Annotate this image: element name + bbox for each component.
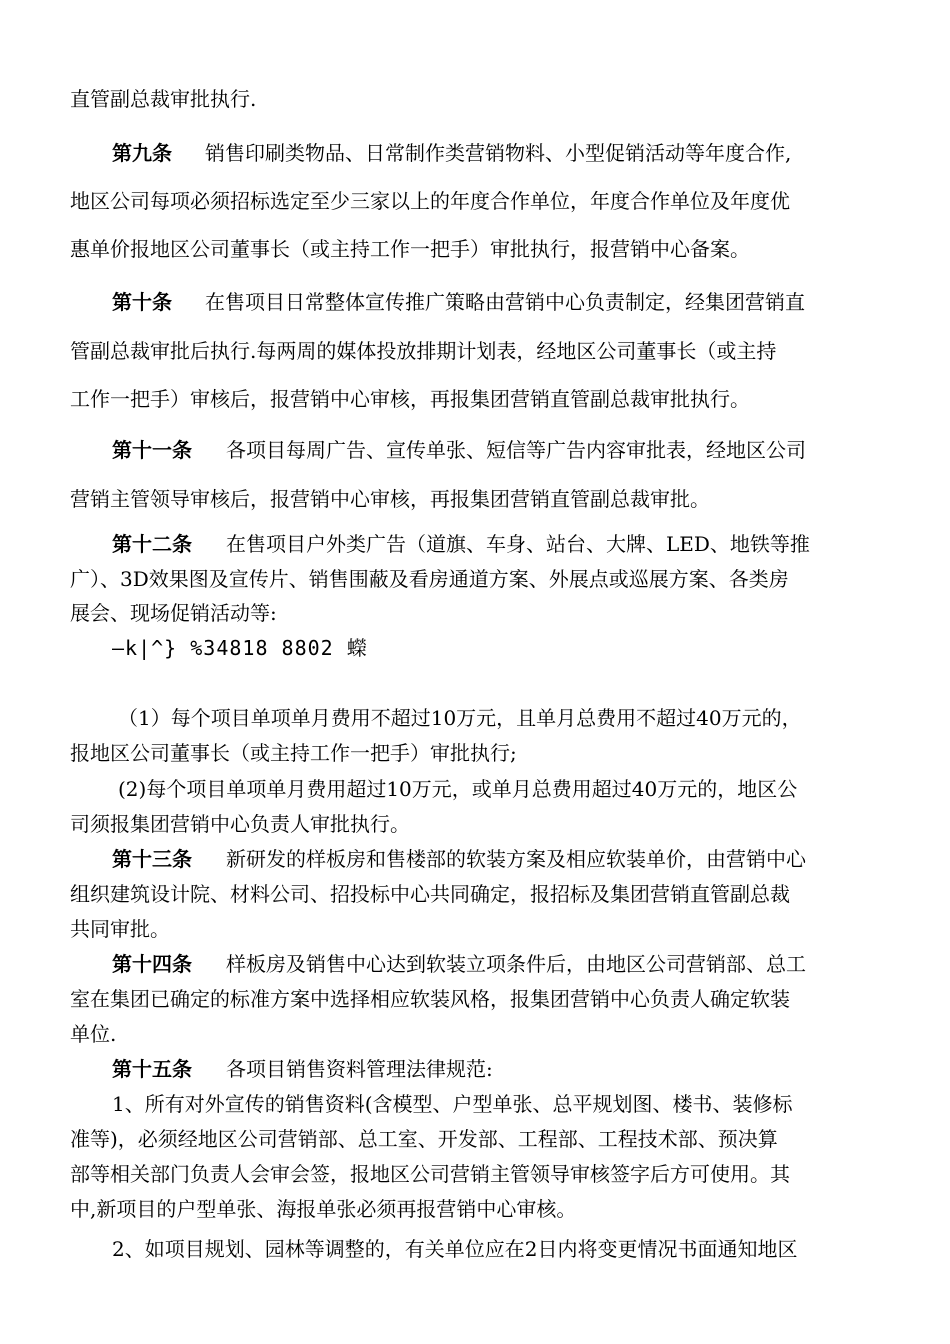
paragraph-text: 中,新项目的户型单张、海报单张必须再报营销中心审核。 <box>70 1197 577 1221</box>
paragraph-text: 准等)，必须经地区公司营销部、总工室、开发部、工程部、工程技术部、预决算 <box>70 1127 778 1151</box>
paragraph-text: 管副总裁审批后执行.每两周的媒体投放排期计划表，经地区公司董事长（或主持 <box>70 339 777 363</box>
paragraph-text: 2、如项目规划、园林等调整的，有关单位应在2日内将变更情况书面通知地区 <box>112 1237 798 1261</box>
paragraph-text: 部等相关部门负责人会审会签，报地区公司营销主管领导审核签字后方可使用。其 <box>70 1162 790 1186</box>
paragraph-text: 各项目销售资料管理法律规范: <box>226 1057 493 1081</box>
article-9-heading: 第九条 <box>112 141 172 165</box>
article-14-heading: 第十四条 <box>112 952 192 976</box>
paragraph-text: 在售项目户外类广告（道旗、车身、站台、大牌、LED、地铁等推 <box>226 532 810 556</box>
paragraph-text: 组织建筑设计院、材料公司、招投标中心共同确定，报招标及集团营销直管副总裁 <box>70 882 790 906</box>
article-15-heading: 第十五条 <box>112 1057 192 1081</box>
paragraph-text: 惠单价报地区公司董事长（或主持工作一把手）审批执行，报营销中心备案。 <box>70 237 750 261</box>
paragraph-text: 室在集团已确定的标准方案中选择相应软装风格，报集团营销中心负责人确定软装 <box>70 987 790 1011</box>
paragraph-text: 共同审批。 <box>70 917 170 941</box>
paragraph-text: 营销主管领导审核后，报营销中心审核，再报集团营销直管副总裁审批。 <box>70 487 710 511</box>
paragraph-text: 各项目每周广告、宣传单张、短信等广告内容审批表，经地区公司 <box>226 438 806 462</box>
paragraph-text: 展会、现场促销活动等: <box>70 601 277 625</box>
paragraph-text: 样板房及销售中心达到软装立项条件后，由地区公司营销部、总工 <box>226 952 806 976</box>
list-item-text: （1）每个项目单项单月费用不超过10万元，且单月总费用不超过40万元的， <box>118 706 802 730</box>
paragraph-text: 单位. <box>70 1022 117 1046</box>
garbled-text: —k|^} %34818 8802 蠑 <box>112 636 368 660</box>
paragraph-text: 工作一把手）审核后，报营销中心审核，再报集团营销直管副总裁审批执行。 <box>70 387 750 411</box>
list-item-text: (2)每个项目单项单月费用超过10万元，或单月总费用超过40万元的，地区公 <box>118 777 798 801</box>
paragraph-text: 新研发的样板房和售楼部的软装方案及相应软装单价，由营销中心 <box>226 847 806 871</box>
article-11-heading: 第十一条 <box>112 438 192 462</box>
paragraph-text: 在售项目日常整体宣传推广策略由营销中心负责制定，经集团营销直 <box>205 290 805 314</box>
paragraph-text: 广）、3D效果图及宣传片、销售围蔽及看房通道方案、外展点或巡展方案、各类房 <box>70 567 789 591</box>
paragraph-text: 1、所有对外宣传的销售资料(含模型、户型单张、总平规划图、楼书、装修标 <box>112 1092 793 1116</box>
paragraph-text: 销售印刷类物品、日常制作类营销物料、小型促销活动等年度合作, <box>205 141 792 165</box>
article-13-heading: 第十三条 <box>112 847 192 871</box>
paragraph-text: 直管副总裁审批执行. <box>70 87 257 111</box>
article-12-heading: 第十二条 <box>112 532 192 556</box>
list-item-text: 报地区公司董事长（或主持工作一把手）审批执行; <box>70 741 517 765</box>
article-10-heading: 第十条 <box>112 290 172 314</box>
list-item-text: 司须报集团营销中心负责人审批执行。 <box>70 812 410 836</box>
paragraph-text: 地区公司每项必须招标选定至少三家以上的年度合作单位，年度合作单位及年度优 <box>70 189 790 213</box>
